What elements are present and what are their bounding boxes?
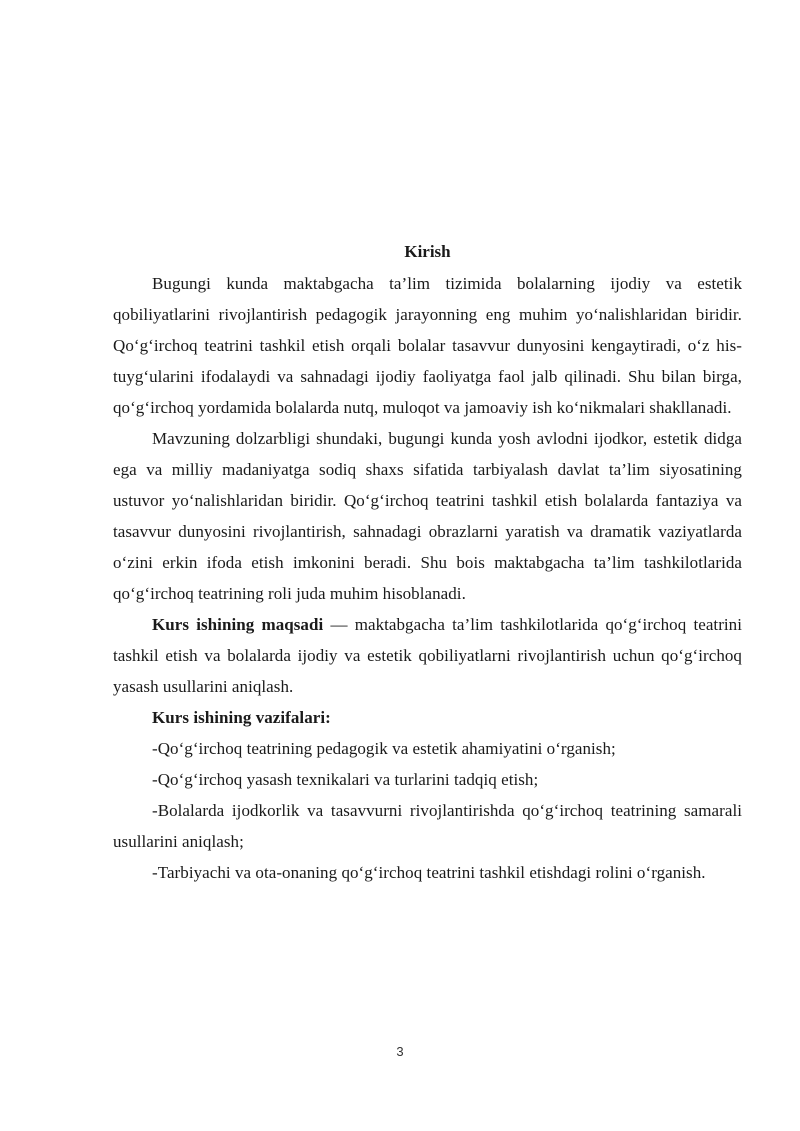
paragraph-text: — maktabgacha ta’lim tashkilotlarida qo‘g‘irchoq teatrini tashkil etish va bolalarda ijodiy va estetik qobiliyatlarni rivojlantirish uchun qo‘g‘irchoq yasash usullarini aniqlash. [113,615,742,696]
section-title: Kirish [404,242,451,261]
task-item [113,795,742,857]
goal-label: Kurs ishining maqsadi [152,615,324,634]
task-item [113,733,742,764]
task-text: -Bolalarda ijodkorlik va tasavvurni rivojlantirishda qo‘g‘irchoq teatrining samarali usullarini aniqlash; [113,801,742,851]
paragraph-tasks-heading [113,702,742,733]
paragraph-text: Bugungi kunda maktabgacha ta’lim tizimida bolalarning ijodiy va estetik qobiliyatlarini rivojlantirish pedagogik jarayonning eng muhim yo‘nalishlaridan biridir. Qo‘g‘irchoq teatrini tashkil etish orqali bolalar tasavvur dunyosini kengaytiradi, o‘z his-tuyg‘ularini ifodalaydi va sahnadagi ijodiy faoliyatga faol jalb qilinadi. Shu bilan birga, qo‘g‘irchoq yordamida bolalarda nutq, muloqot va jamoaviy ish ko‘nikmalari shakllanadi. [113,274,742,417]
page-number: 3 [396,1044,404,1059]
task-item [113,764,742,795]
paragraph-relevance [113,423,742,609]
paragraph-intro [113,268,742,423]
task-item [113,857,742,888]
task-text: -Qo‘g‘irchoq teatrining pedagogik va estetik ahamiyatini o‘rganish; [152,739,616,758]
paragraph-goal [113,609,742,702]
paragraph-text: Mavzuning dolzarbligi shundaki, bugungi kunda yosh avlodni ijodkor, estetik didga ega va milliy madaniyatga sodiq shaxs sifatida tarbiyalash davlat ta’lim siyosatining ustuvor yo‘nalishlaridan biridir. Qo‘g‘irchoq teatrini tashkil etish bolalarda fantaziya va tasavvur dunyosini rivojlantirish, sahnadagi obrazlarni yaratish va dramatik vaziyatlarda o‘zini erkin ifoda etish imkonini beradi. Shu bois maktabgacha ta’lim tashkilotlarida qo‘g‘irchoq teatrining roli juda muhim hisoblanadi. [113,429,742,603]
tasks-label: Kurs ishining vazifalari: [152,708,331,727]
task-text: -Tarbiyachi va ota-onaning qo‘g‘irchoq teatrini tashkil etishdagi rolini o‘rganish. [152,863,706,882]
task-text: -Qo‘g‘irchoq yasash texnikalari va turlarini tadqiq etish; [152,770,539,789]
page-body [113,240,742,888]
